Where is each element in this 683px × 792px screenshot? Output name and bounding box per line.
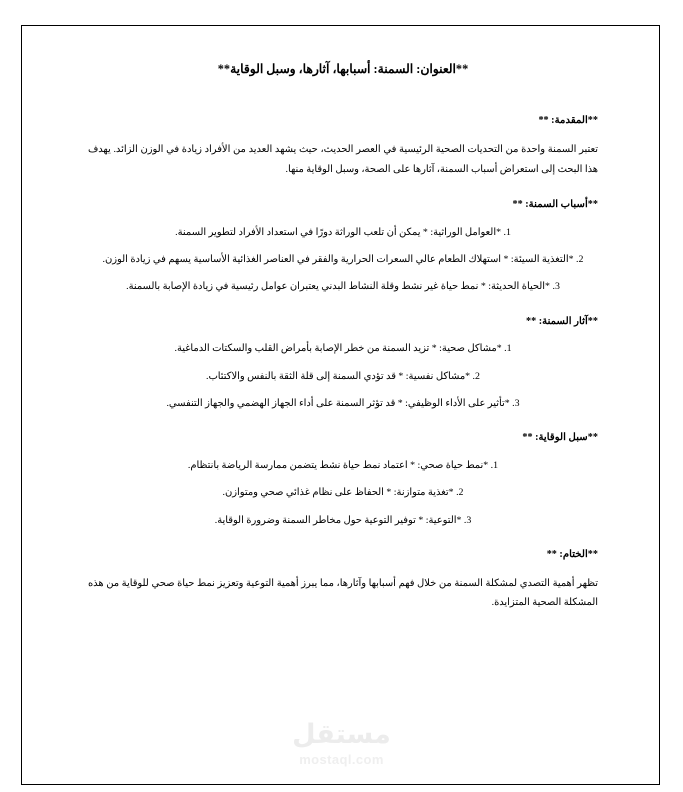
section-conclusion [88,548,598,612]
section-heading-conclusion: **الختام: ** [546,549,598,560]
section-prevention [88,431,598,530]
list-causes [88,224,598,297]
page-title: **العنوان: السمنة: أسبابها، آثارها، وسبل الوقاية** [217,62,469,76]
section-heading-introduction: **المقدمة: ** [538,115,598,127]
mostaql-logo-icon: مستقل [292,719,391,750]
watermark-url-label: mostaql.com [299,752,384,767]
section-introduction [88,114,598,178]
section-heading-effects: **آثار السمنة: ** [526,315,598,327]
list-item: 2. *مشاكل نفسية: * قد تؤدي السمنة إلى قلة الثقة بالنفس والاكتئاب. [206,370,480,382]
list-item: 2. *تغذية متوازنة: * الحفاظ على نظام غذائي صحي ومتوازن. [222,487,464,499]
section-paragraph-conclusion: تظهر أهمية التصدي لمشكلة السمنة من خلال فهم أسبابها وآثارها، مما يبرز أهمية التوعية وتعزيز نمط حياة صحي للوقاية من هذه المشكلة الصحية المتزايدة. [88,577,598,609]
list-item: 2. *التغذية السيئة: * استهلاك الطعام عالي السعرات الحرارية والفقر في العناصر الغذائية الأساسية يسهم في زيادة الوزن. [102,253,584,265]
list-prevention [88,457,598,530]
list-item: 1. *نمط حياة صحي: * اعتماد نمط حياة نشط يتضمن ممارسة الرياضة بانتظام. [187,460,499,472]
section-paragraph-introduction: تعتبر السمنة واحدة من التحديات الصحية الرئيسية في العصر الحديث، حيث يشهد العديد من الأفراد زيادة في الوزن الزائد. يهدف هذا البحث إلى استعراض أسباب السمنة، آثارها على الصحة، وسبل الوقاية منها. [88,144,598,175]
list-item: 1. *مشاكل صحية: * تزيد السمنة من خطر الإصابة بأمراض القلب والسكتات الدماغية. [174,343,512,355]
list-item: 3. *التوعية: * توفير التوعية حول مخاطر السمنة وضرورة الوقاية. [214,514,472,526]
watermark [0,721,683,766]
document-content [88,60,598,628]
list-effects [88,340,598,413]
list-item: 1. *العوامل الوراثية: * يمكن أن تلعب الوراثة دورًا في استعداد الأفراد لتطوير السمنة. [175,226,511,238]
list-item: 3. *الحياة الحديثة: * نمط حياة غير نشط وقلة النشاط البدني يعتبران عوامل رئيسية في زيادة الإصابة بالسمنة. [126,281,560,293]
section-heading-prevention: **سبل الوقاية: ** [522,432,598,444]
section-effects [88,315,598,414]
list-item: 3. *تأثير على الأداء الوظيفي: * قد تؤثر السمنة على أداء الجهاز الهضمي والجهاز التنفسي. [166,397,520,409]
section-causes [88,198,598,297]
section-heading-causes: **أسباب السمنة: ** [512,198,598,210]
